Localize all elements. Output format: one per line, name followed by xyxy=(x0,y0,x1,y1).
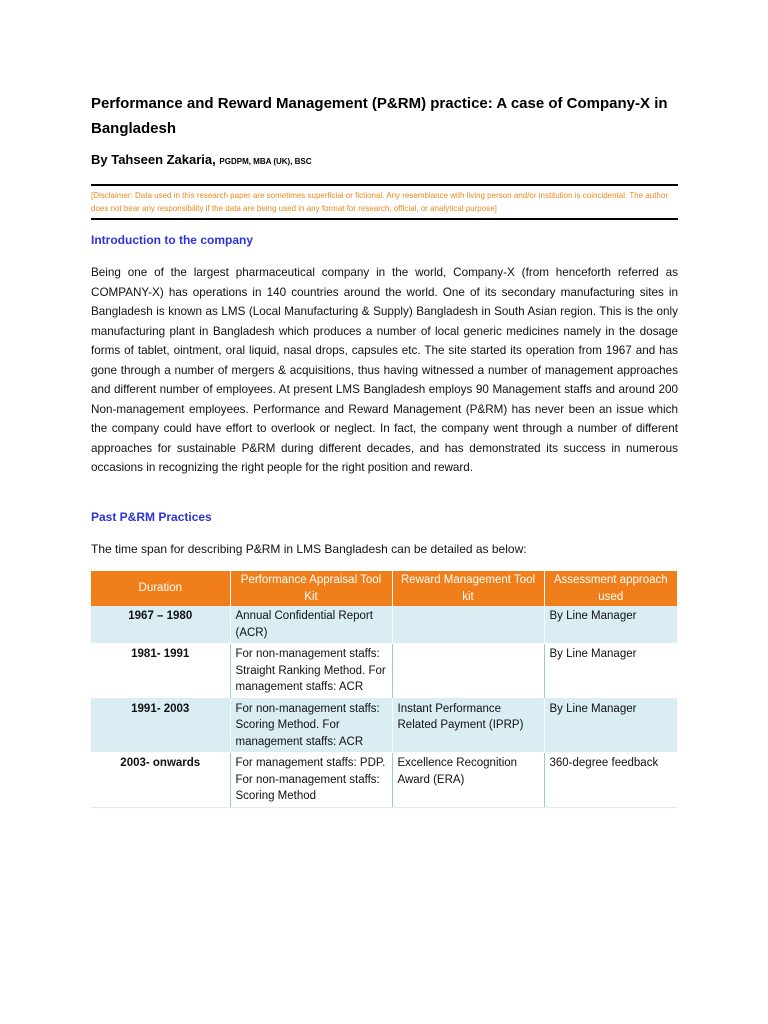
cell-reward: Instant Performance Related Payment (IPRP) xyxy=(392,698,544,753)
cell-appraisal: Annual Confidential Report (ACR) xyxy=(230,606,392,644)
cell-duration: 1991- 2003 xyxy=(91,698,230,753)
page-title: Performance and Reward Management (P&RM) practice: A case of Company-X in Bangladesh xyxy=(91,95,668,137)
cell-assessment: By Line Manager xyxy=(544,698,677,753)
cell-reward: Excellence Recognition Award (ERA) xyxy=(392,753,544,808)
intro-heading: Introduction to the company xyxy=(91,233,253,247)
table-row xyxy=(91,606,677,644)
cell-assessment: 360-degree feedback xyxy=(544,753,677,808)
header-reward-toolkit: Reward Management Tool kit xyxy=(392,571,544,606)
disclaimer: [Disclaimer: Data used in this research paper are sometimes superficial or fictional. Any resemblance with living person and/or institution is coincidental. The author does not bear any responsibility if the data are being used in any format for research, official, or analytical purpose] xyxy=(91,184,678,220)
cell-reward xyxy=(392,644,544,699)
header-duration: Duration xyxy=(91,571,230,606)
timespan-lead: The time span for describing P&RM in LMS Bangladesh can be detailed as below: xyxy=(91,542,527,556)
cell-appraisal: For non-management staffs: Straight Ranking Method. For management staffs: ACR xyxy=(230,644,392,699)
cell-appraisal: For non-management staffs: Scoring Method. For management staffs: ACR xyxy=(230,698,392,753)
cell-assessment: By Line Manager xyxy=(544,644,677,699)
header-assessment: Assessment approach used xyxy=(544,571,677,606)
table-row xyxy=(91,698,677,753)
prm-table xyxy=(91,571,677,808)
cell-duration: 1981- 1991 xyxy=(91,644,230,699)
cell-appraisal: For management staffs: PDP. For non-management staffs: Scoring Method xyxy=(230,753,392,808)
past-practices-heading: Past P&RM Practices xyxy=(91,510,212,524)
author-name: By Tahseen Zakaria, xyxy=(91,152,216,167)
cell-reward xyxy=(392,606,544,644)
cell-duration: 1967 – 1980 xyxy=(91,606,230,644)
cell-assessment: By Line Manager xyxy=(544,606,677,644)
intro-paragraph: Being one of the largest pharmaceutical company in the world, Company-X (from henceforth referred as COMPANY-X) has operations in 140 countries around the world. One of its secondary manufacturing sites in Bangladesh is known as LMS (Local Manufacturing & Supply) Bangladesh in South Asian region. This is the only manufacturing plant in Bangladesh which produces a number of local generic medicines namely in the dosage forms of tablet, ointment, oral liquid, nasal drops, capsules etc. The site started its operation from 1967 and has gone through a number of mergers & acquisitions, thus having witnessed a number of management approaches and different number of employees. At present LMS Bangladesh employs 90 Management staffs and around 200 Non-management employees. Performance and Reward Management (P&RM) has never been an issue which the company could have effort to overlook or neglect. In fact, the company went through a number of different approaches for sustainable P&RM during different decades, and has demonstrated its success in numerous occasions in recognizing the right people for the right position and reward. xyxy=(91,266,678,474)
author-credentials: PGDPM, MBA (UK), BSC xyxy=(219,157,312,166)
header-appraisal-toolkit: Performance Appraisal Tool Kit xyxy=(230,571,392,606)
cell-duration: 2003- onwards xyxy=(91,753,230,808)
table-header-row xyxy=(91,571,677,606)
table-row xyxy=(91,644,677,699)
author-byline xyxy=(91,152,312,167)
table-row xyxy=(91,753,677,808)
